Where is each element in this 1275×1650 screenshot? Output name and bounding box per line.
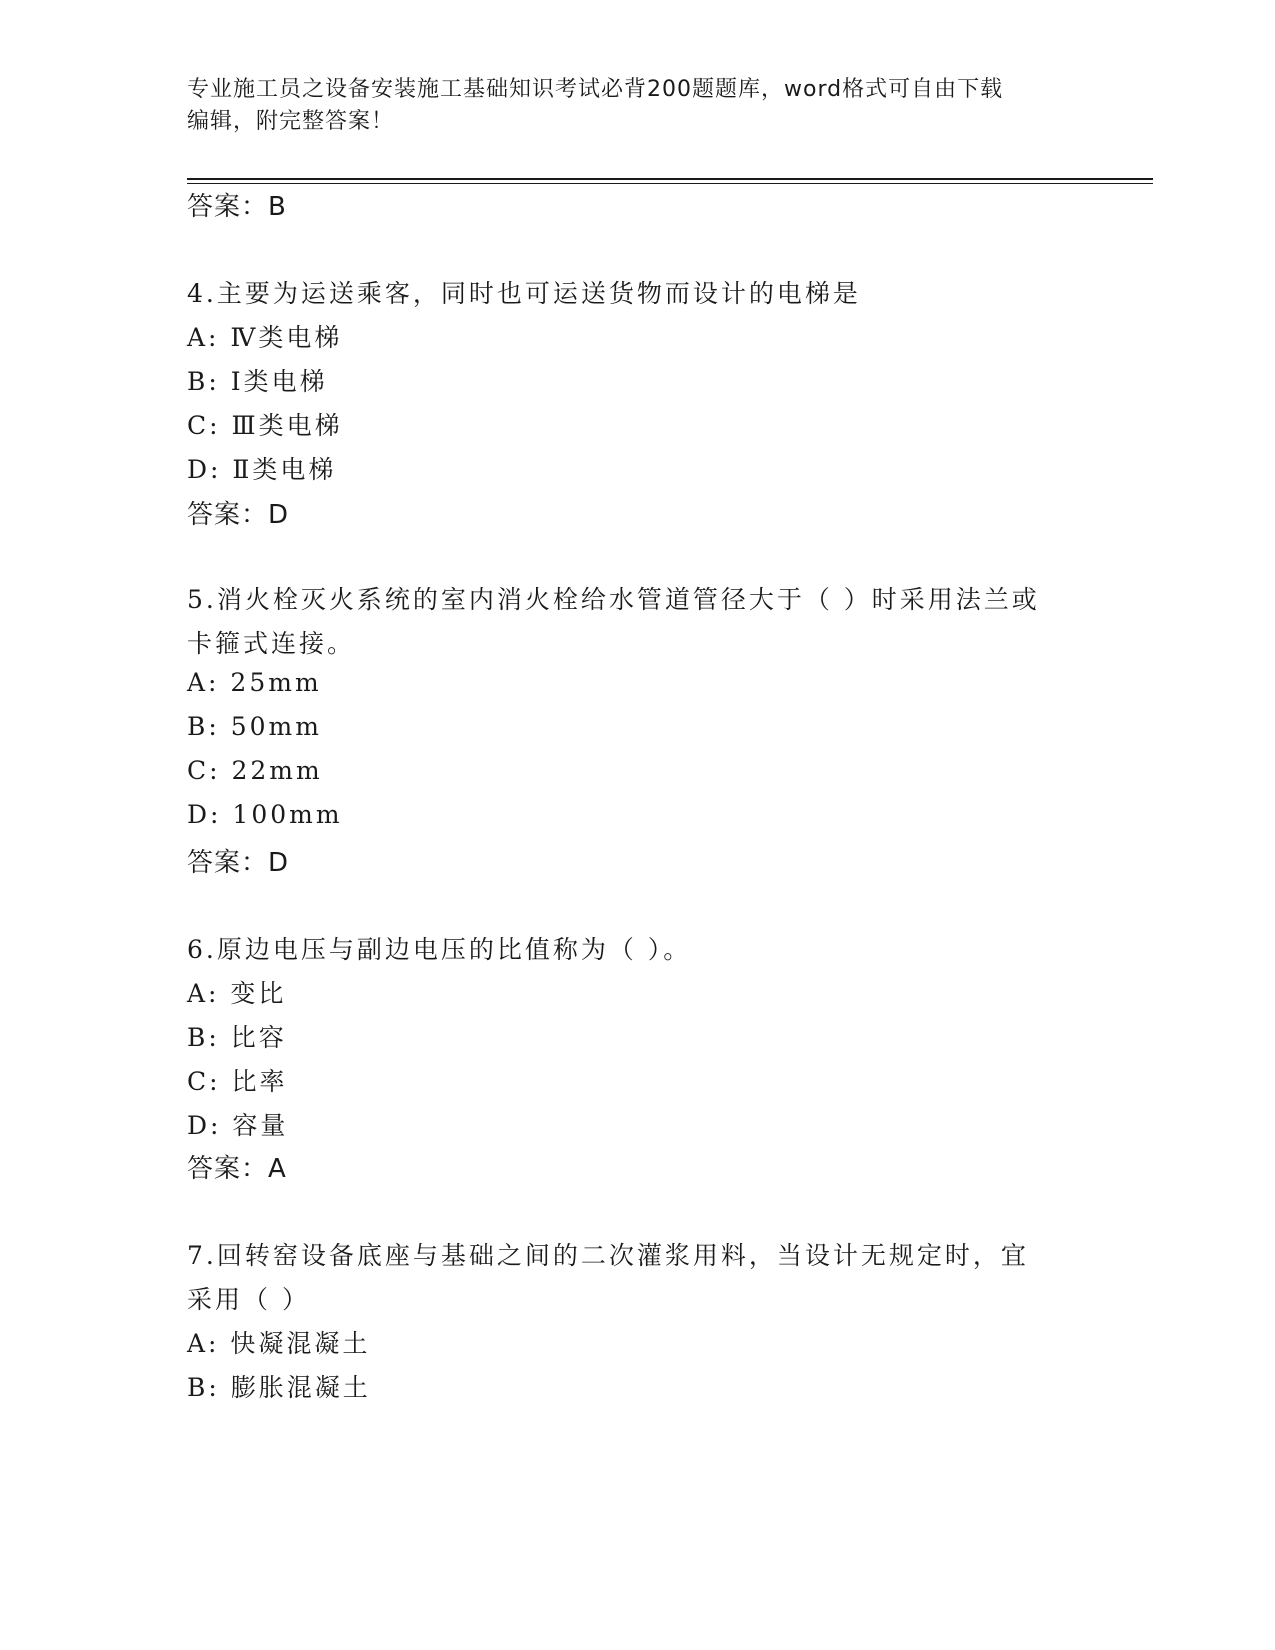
header-divider-thin <box>187 183 1153 184</box>
q7-option-a: A: 快凝混凝土 <box>187 1329 371 1358</box>
q6-stem: 6.原边电压与副边电压的比值称为（ ）。 <box>187 935 692 964</box>
q7-option-b: B: 膨胀混凝土 <box>187 1373 371 1402</box>
q6-option-c: C: 比率 <box>187 1067 288 1096</box>
q5-stem-line-1: 5.消火栓灭火系统的室内消火栓给水管道管径大于（ ）时采用法兰或 <box>187 585 1040 614</box>
q5-stem-line-2: 卡箍式连接。 <box>187 629 356 658</box>
q4-option-a: A: Ⅳ类电梯 <box>187 323 343 352</box>
q7-stem-line-2: 采用（ ） <box>187 1285 310 1314</box>
q4-stem: 4.主要为运送乘客，同时也可运送货物而设计的电梯是 <box>187 279 861 308</box>
q5-option-c: C: 22mm <box>187 756 323 785</box>
q4-answer: 答案：D <box>187 500 290 530</box>
q4-option-d: D: Ⅱ类电梯 <box>187 455 337 484</box>
q5-option-d: D: 100mm <box>187 800 343 829</box>
q5-option-b: B: 50mm <box>187 712 322 741</box>
document-header <box>187 74 1067 138</box>
q6-answer: 答案：A <box>187 1154 287 1184</box>
q3-answer: 答案：B <box>187 192 287 222</box>
q6-option-d: D: 容量 <box>187 1111 289 1140</box>
q5-option-a: A: 25mm <box>187 668 322 697</box>
q7-stem-line-1: 7.回转窑设备底座与基础之间的二次灌浆用料，当设计无规定时，宜 <box>187 1241 1029 1270</box>
q4-option-c: C: Ⅲ类电梯 <box>187 411 343 440</box>
header-line-1: 专业施工员之设备安装施工基础知识考试必背200题题库，word格式可自由下载 <box>187 77 1004 102</box>
q6-option-b: B: 比容 <box>187 1023 287 1052</box>
q6-option-a: A: 变比 <box>187 979 287 1008</box>
q4-option-b: B: Ⅰ类电梯 <box>187 367 328 396</box>
header-line-2: 编辑，附完整答案！ <box>187 109 395 134</box>
q5-answer: 答案：D <box>187 848 290 878</box>
header-divider-thick <box>187 178 1153 180</box>
